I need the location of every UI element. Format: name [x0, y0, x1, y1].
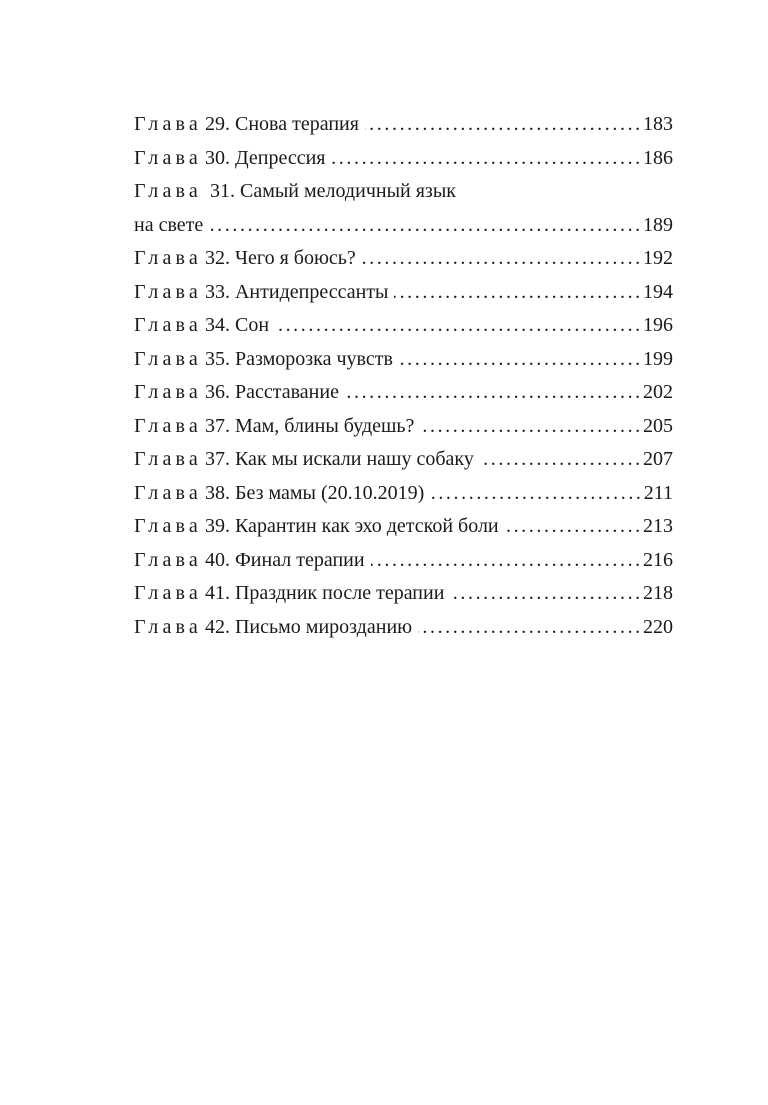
toc-entry — [134, 108, 673, 142]
dot-leader — [331, 142, 639, 176]
chapter-title: Карантин как эхо детской боли — [234, 515, 499, 537]
chapter-number: 34. — [204, 314, 230, 336]
chapter-number: 36. — [204, 381, 230, 403]
chapter-number: 40. — [204, 548, 230, 571]
toc-entry-line-1 — [134, 175, 673, 209]
chapter-prefix: Глава — [134, 180, 202, 202]
chapter-number: 29. — [204, 113, 230, 135]
chapter-prefix: Глава — [134, 247, 202, 269]
chapter-title-continuation: на свете — [134, 213, 204, 236]
page-number: 189 — [643, 213, 673, 236]
chapter-title: Без мамы (20.10.2019) — [234, 481, 425, 504]
chapter-prefix: Глава — [134, 146, 202, 169]
chapter-prefix: Глава — [134, 414, 202, 437]
dot-leader — [362, 242, 639, 276]
dot-leader — [420, 410, 639, 444]
chapter-prefix: Глава — [134, 548, 202, 571]
dot-leader — [371, 544, 639, 578]
chapter-title: Антидепрессанты — [234, 280, 389, 303]
chapter-prefix: Глава — [134, 381, 202, 403]
chapter-title: Самый мелодичный язык — [239, 180, 456, 202]
dot-leader — [275, 309, 639, 343]
chapter-number: 32. — [204, 247, 230, 269]
chapter-number: 42. — [204, 615, 230, 638]
chapter-prefix: Глава — [134, 280, 202, 303]
dot-leader — [365, 108, 639, 142]
toc-entry-line-2 — [134, 209, 673, 243]
page-number: 218 — [643, 582, 673, 604]
chapter-title: Письмо мирозданию — [234, 615, 413, 638]
toc-entry — [134, 410, 673, 444]
toc-entry — [134, 443, 673, 477]
page-number: 194 — [643, 280, 673, 303]
chapter-number: 37. — [204, 414, 230, 437]
chapter-title: Чего я боюсь? — [234, 247, 356, 269]
chapter-number: 31. — [209, 180, 235, 202]
chapter-title: Снова терапия — [234, 113, 359, 135]
dot-leader — [418, 611, 639, 645]
dot-leader — [480, 443, 639, 477]
page-number: 192 — [643, 247, 673, 269]
page-number: 213 — [643, 515, 673, 537]
chapter-number: 37. — [204, 448, 230, 470]
dot-leader — [430, 477, 639, 511]
chapter-prefix: Глава — [134, 113, 202, 135]
chapter-prefix: Глава — [134, 615, 202, 638]
toc-entry — [134, 376, 673, 410]
page-number: 202 — [643, 381, 673, 403]
chapter-prefix: Глава — [134, 515, 202, 537]
page-number: 196 — [643, 314, 673, 336]
dot-leader — [394, 276, 639, 310]
chapter-number: 39. — [204, 515, 230, 537]
dot-leader — [505, 510, 639, 544]
chapter-number: 41. — [204, 582, 230, 604]
dot-leader — [345, 376, 639, 410]
chapter-prefix: Глава — [134, 582, 202, 604]
toc-entry — [134, 309, 673, 343]
chapter-title: Расставание — [234, 381, 339, 403]
page-number: 220 — [643, 615, 673, 638]
table-of-contents — [134, 108, 673, 644]
page-number: 216 — [643, 548, 673, 571]
toc-entry — [134, 142, 673, 176]
chapter-number: 35. — [204, 347, 230, 370]
chapter-title: Депрессия — [234, 146, 326, 169]
chapter-title: Мам, блины будешь? — [234, 414, 415, 437]
chapter-prefix: Глава — [134, 481, 202, 504]
toc-entry — [134, 343, 673, 377]
toc-entry — [134, 510, 673, 544]
chapter-title: Сон — [234, 314, 270, 336]
dot-leader — [399, 343, 639, 377]
toc-entry — [134, 242, 673, 276]
chapter-number: 33. — [204, 280, 230, 303]
chapter-prefix: Глава — [134, 448, 202, 470]
dot-leader — [209, 209, 639, 243]
chapter-prefix: Глава — [134, 314, 202, 336]
page-number: 205 — [643, 414, 673, 437]
page-number: 211 — [643, 481, 673, 504]
chapter-title: Как мы искали нашу собаку — [234, 448, 474, 470]
chapter-number: 30. — [204, 146, 230, 169]
page-number: 186 — [643, 146, 673, 169]
chapter-title: Финал терапии — [234, 548, 365, 571]
chapter-title: Разморозка чувств — [234, 347, 393, 370]
chapter-title: Праздник после терапии — [234, 582, 445, 604]
toc-entry — [134, 577, 673, 611]
page-number: 199 — [643, 347, 673, 370]
toc-entry — [134, 276, 673, 310]
toc-entry — [134, 544, 673, 578]
dot-leader — [450, 577, 639, 611]
page-number: 183 — [643, 113, 673, 135]
chapter-prefix: Глава — [134, 347, 202, 370]
toc-entry — [134, 611, 673, 645]
page-number: 207 — [643, 448, 673, 470]
toc-entry — [134, 477, 673, 511]
chapter-number: 38. — [204, 481, 230, 504]
